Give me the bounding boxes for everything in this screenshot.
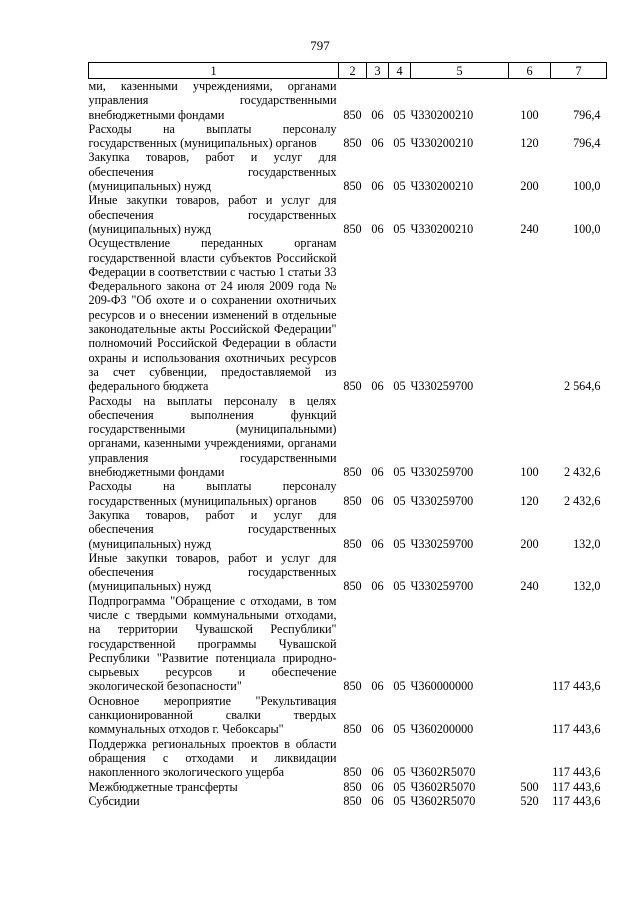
table-row: [89, 122, 607, 151]
code-target-article: Ч360000000: [410, 679, 474, 694]
code-ministry: 850: [343, 779, 362, 794]
code-expense-type: [509, 737, 551, 780]
budget-table: [88, 62, 607, 808]
code-subsection: 05: [393, 136, 406, 151]
row-amount: 2 432,6: [563, 493, 601, 508]
code-expense-type: 240: [520, 221, 539, 236]
code-target-article: Ч330200210: [410, 221, 474, 236]
code-expense-type: 200: [520, 179, 539, 194]
row-amount: 117 443,6: [552, 765, 601, 780]
column-header: 5: [411, 63, 509, 79]
row-amount: 117 443,6: [552, 722, 601, 737]
code-section: 06: [371, 765, 384, 780]
row-amount: 117 443,6: [552, 779, 601, 794]
row-amount: 2 432,6: [563, 465, 601, 480]
code-target-article: Ч330259700: [410, 465, 474, 480]
code-subsection: 05: [393, 536, 406, 551]
code-target-article: Ч330200210: [410, 179, 474, 194]
code-subsection: 05: [393, 465, 406, 480]
table-row: [89, 79, 607, 122]
table-row: [89, 150, 607, 193]
row-name: Межбюджетные трансферты: [88, 779, 238, 794]
code-expense-type: 240: [520, 579, 539, 594]
column-header: 6: [509, 63, 551, 79]
row-name: Осуществление переданных органам государственной власти субъектов Российской Федерации в соответствии с частью 1 статьи 33 Федерального закона от 24 июля 2009 года № 209-ФЗ "Об охоте и о сохранении охотничьих ресурсов и о внесении изменений в отдельные законодательные акты Российской Федерации" полномочий Российской Федерации в области охраны и использования охотничьих ресурсов за счет субвенции, предоставляемой из федерального бюджета: [88, 236, 337, 394]
code-expense-type: [509, 594, 551, 694]
code-ministry: 850: [343, 221, 362, 236]
code-section: 06: [371, 136, 384, 151]
code-target-article: Ч330259700: [410, 379, 474, 394]
code-target-article: Ч330200210: [410, 136, 474, 151]
code-expense-type: 100: [520, 465, 539, 480]
row-name: Основное мероприятие "Рекультивация санкционированной свалки твердых коммунальных отходов г. Чебоксары": [88, 693, 337, 737]
header-row: [89, 63, 607, 79]
code-section: 06: [371, 221, 384, 236]
table-row: [89, 236, 607, 393]
code-target-article: Ч3602R5070: [410, 765, 476, 780]
row-name: ми, казенными учреждениями, органами управления государственными внебюджетными фондами: [88, 79, 337, 122]
row-amount: 100,0: [573, 179, 601, 194]
row-name: Подпрограмма "Обращение с отходами, в том числе с твердыми коммунальными отходами, на территории Чувашской Республики" государственной программы Чувашской Республики "Развитие потенциала природно-сырьевых ресурсов и обеспечение экологической безопасности": [88, 593, 337, 694]
code-ministry: 850: [343, 579, 362, 594]
row-amount: 796,4: [573, 136, 601, 151]
code-section: 06: [371, 722, 384, 737]
code-expense-type: 200: [520, 536, 539, 551]
code-section: 06: [371, 793, 384, 808]
code-section: 06: [371, 465, 384, 480]
code-ministry: 850: [343, 536, 362, 551]
code-section: 06: [371, 493, 384, 508]
column-header: 3: [367, 63, 389, 79]
table-row: [89, 508, 607, 551]
code-expense-type: 120: [520, 136, 539, 151]
code-subsection: 05: [393, 179, 406, 194]
row-name: Иные закупки товаров, работ и услуг для обеспечения государственных (муниципальных) нужд: [88, 550, 337, 594]
code-subsection: 05: [393, 493, 406, 508]
code-subsection: 05: [393, 765, 406, 780]
table-row: [89, 551, 607, 594]
code-subsection: 05: [393, 579, 406, 594]
row-name: Субсидии: [88, 793, 140, 808]
code-section: 06: [371, 536, 384, 551]
code-ministry: 850: [343, 765, 362, 780]
code-subsection: 05: [393, 722, 406, 737]
code-ministry: 850: [343, 107, 362, 122]
row-amount: 796,4: [573, 107, 601, 122]
row-name: Расходы на выплаты персоналу государственных (муниципальных) органов: [88, 479, 337, 508]
code-subsection: 05: [393, 779, 406, 794]
code-section: 06: [371, 579, 384, 594]
code-ministry: 850: [343, 465, 362, 480]
code-section: 06: [371, 179, 384, 194]
row-name: Иные закупки товаров, работ и услуг для обеспечения государственных (муниципальных) нужд: [88, 193, 337, 236]
table-row: [89, 394, 607, 480]
code-ministry: 850: [343, 379, 362, 394]
code-ministry: 850: [343, 722, 362, 737]
column-header: 2: [339, 63, 367, 79]
code-ministry: 850: [343, 493, 362, 508]
code-subsection: 05: [393, 107, 406, 122]
code-target-article: Ч360200000: [410, 722, 474, 737]
column-header: 7: [551, 63, 607, 79]
table-row: [89, 737, 607, 780]
code-section: 06: [371, 779, 384, 794]
code-subsection: 05: [393, 793, 406, 808]
code-target-article: Ч330259700: [410, 579, 474, 594]
row-amount: 117 443,6: [552, 679, 601, 694]
code-target-article: Ч330259700: [410, 536, 474, 551]
code-target-article: Ч3602R5070: [410, 779, 476, 794]
row-amount: 2 564,6: [563, 379, 601, 394]
table-row: [89, 794, 607, 808]
code-subsection: 05: [393, 221, 406, 236]
table-row: [89, 479, 607, 508]
code-section: 06: [371, 679, 384, 694]
page-number: 797: [310, 38, 330, 53]
code-expense-type: [509, 694, 551, 737]
row-amount: 132,0: [573, 579, 601, 594]
code-ministry: 850: [343, 679, 362, 694]
row-amount: 132,0: [573, 536, 601, 551]
code-expense-type: 100: [520, 107, 539, 122]
code-target-article: Ч330259700: [410, 493, 474, 508]
code-target-article: Ч330200210: [410, 107, 474, 122]
column-header: 1: [89, 63, 339, 79]
column-header: 4: [389, 63, 411, 79]
code-ministry: 850: [343, 793, 362, 808]
row-name: Закупка товаров, работ и услуг для обеспечения государственных (муниципальных) нужд: [88, 150, 337, 194]
table-row: [89, 694, 607, 737]
code-subsection: 05: [393, 679, 406, 694]
code-expense-type: 520: [520, 793, 539, 808]
table-row: [89, 193, 607, 236]
row-name: Расходы на выплаты персоналу государственных (муниципальных) органов: [88, 121, 337, 151]
table-row: [89, 594, 607, 694]
code-ministry: 850: [343, 179, 362, 194]
code-subsection: 05: [393, 379, 406, 394]
row-name: Поддержка региональных проектов в области обращения с отходами и ликвидации накопленного экологического ущерба: [88, 736, 337, 780]
code-expense-type: [509, 236, 551, 393]
table-row: [89, 780, 607, 794]
code-expense-type: 120: [520, 493, 539, 508]
code-expense-type: 500: [520, 779, 539, 794]
row-amount: 117 443,6: [552, 793, 601, 808]
row-name: Закупка товаров, работ и услуг для обеспечения государственных (муниципальных) нужд: [88, 507, 337, 551]
code-target-article: Ч3602R5070: [410, 793, 476, 808]
code-section: 06: [371, 379, 384, 394]
code-section: 06: [371, 107, 384, 122]
row-amount: 100,0: [573, 221, 601, 236]
code-ministry: 850: [343, 136, 362, 151]
row-name: Расходы на выплаты персоналу в целях обеспечения выполнения функций государственными (муниципальными) органами, казенными учреждениями, органами управления государственными внебюджетными фондами: [88, 393, 337, 480]
